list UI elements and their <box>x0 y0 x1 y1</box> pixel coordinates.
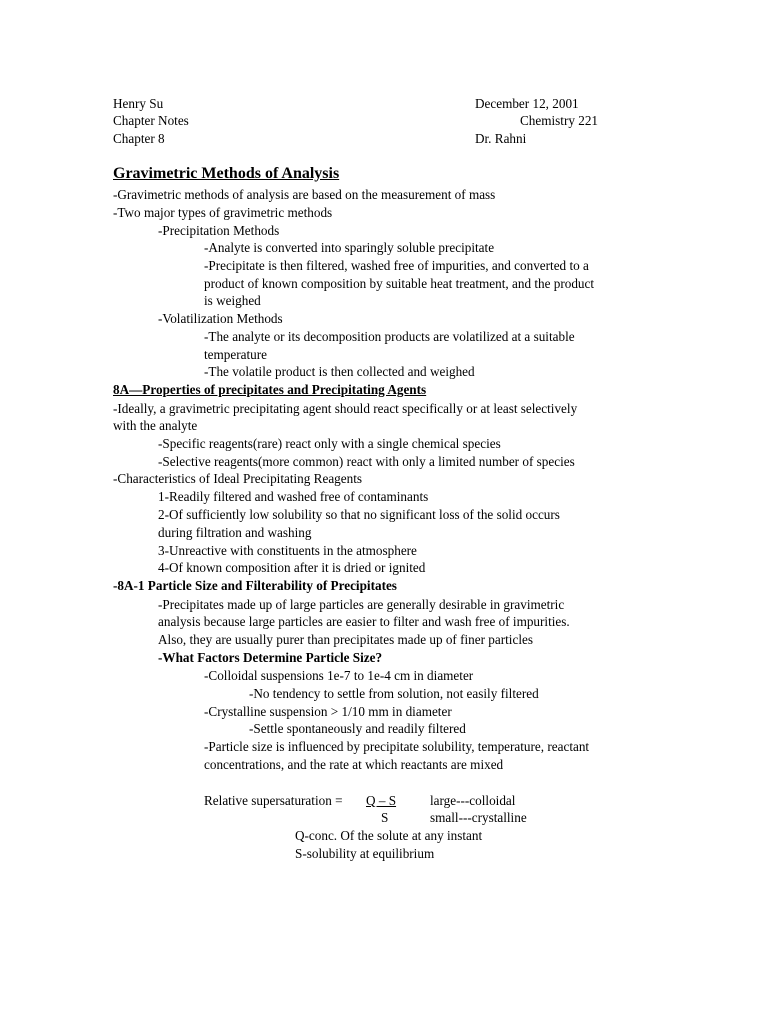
text-line: 2-Of sufficiently low solubility so that no significant loss of the solid occurs <box>158 507 560 522</box>
text-line: 1-Readily filtered and washed free of contaminants <box>158 489 429 504</box>
course-name: Chemistry 221 <box>520 113 599 128</box>
equation-numerator: Q – S <box>366 793 397 808</box>
text-line: -Precipitation Methods <box>158 223 280 238</box>
equation-denominator: S <box>381 810 389 825</box>
text-line: -Settle spontaneously and readily filtered <box>249 721 466 736</box>
section-heading-8a1: -8A-1 Particle Size and Filterability of Precipitates <box>113 578 397 593</box>
text-line: -Specific reagents(rare) react only with a single chemical species <box>158 436 501 451</box>
page-title: Gravimetric Methods of Analysis <box>113 165 340 182</box>
text-line: -Precipitates made up of large particles are generally desirable in gravimetric <box>158 597 565 612</box>
text-line: -No tendency to settle from solution, not easily filtered <box>249 686 539 701</box>
text-line: -The volatile product is then collected and weighed <box>204 364 475 379</box>
chapter-label: Chapter 8 <box>113 131 165 146</box>
author-name: Henry Su <box>113 96 164 111</box>
text-line: 4-Of known composition after it is dried or ignited <box>158 560 426 575</box>
text-line: product of known composition by suitable heat treatment, and the product <box>204 276 595 291</box>
document-date: December 12, 2001 <box>475 96 579 111</box>
text-line: with the analyte <box>113 418 198 433</box>
text-line: -Particle size is influenced by precipitate solubility, temperature, reactant <box>204 739 590 754</box>
text-line: 3-Unreactive with constituents in the atmosphere <box>158 543 417 558</box>
equation-note-large: large---colloidal <box>430 793 516 808</box>
instructor-name: Dr. Rahni <box>475 131 527 146</box>
text-line: temperature <box>204 347 267 362</box>
text-line: during filtration and washing <box>158 525 312 540</box>
text-line: -Two major types of gravimetric methods <box>113 205 333 220</box>
section-heading-8a: 8A—Properties of precipitates and Precipitating Agents <box>113 382 427 397</box>
text-line: -Analyte is converted into sparingly soluble precipitate <box>204 240 495 255</box>
text-line: -Characteristics of Ideal Precipitating Reagents <box>113 471 363 486</box>
text-line: -The analyte or its decomposition products are volatilized at a suitable <box>204 329 575 344</box>
equation-label: Relative supersaturation = <box>204 793 343 808</box>
text-line: analysis because large particles are easier to filter and wash free of impurities. <box>158 614 570 629</box>
definition-q: Q-conc. Of the solute at any instant <box>295 828 483 843</box>
equation-note-small: small---crystalline <box>430 810 527 825</box>
text-line: is weighed <box>204 293 261 308</box>
subheading-question: -What Factors Determine Particle Size? <box>158 650 383 665</box>
text-line: -Volatilization Methods <box>158 311 283 326</box>
text-line: Also, they are usually purer than precipitates made up of finer particles <box>158 632 533 647</box>
document-type: Chapter Notes <box>113 113 189 128</box>
text-line: -Crystalline suspension > 1/10 mm in diameter <box>204 704 452 719</box>
text-line: -Selective reagents(more common) react with only a limited number of species <box>158 454 575 469</box>
definition-s: S-solubility at equilibrium <box>295 846 435 861</box>
text-line: -Gravimetric methods of analysis are based on the measurement of mass <box>113 187 496 202</box>
text-line: -Precipitate is then filtered, washed free of impurities, and converted to a <box>204 258 589 273</box>
text-line: concentrations, and the rate at which reactants are mixed <box>204 757 504 772</box>
text-line: -Ideally, a gravimetric precipitating agent should react specifically or at least selectively <box>113 401 578 416</box>
text-line: -Colloidal suspensions 1e-7 to 1e-4 cm in diameter <box>204 668 474 683</box>
